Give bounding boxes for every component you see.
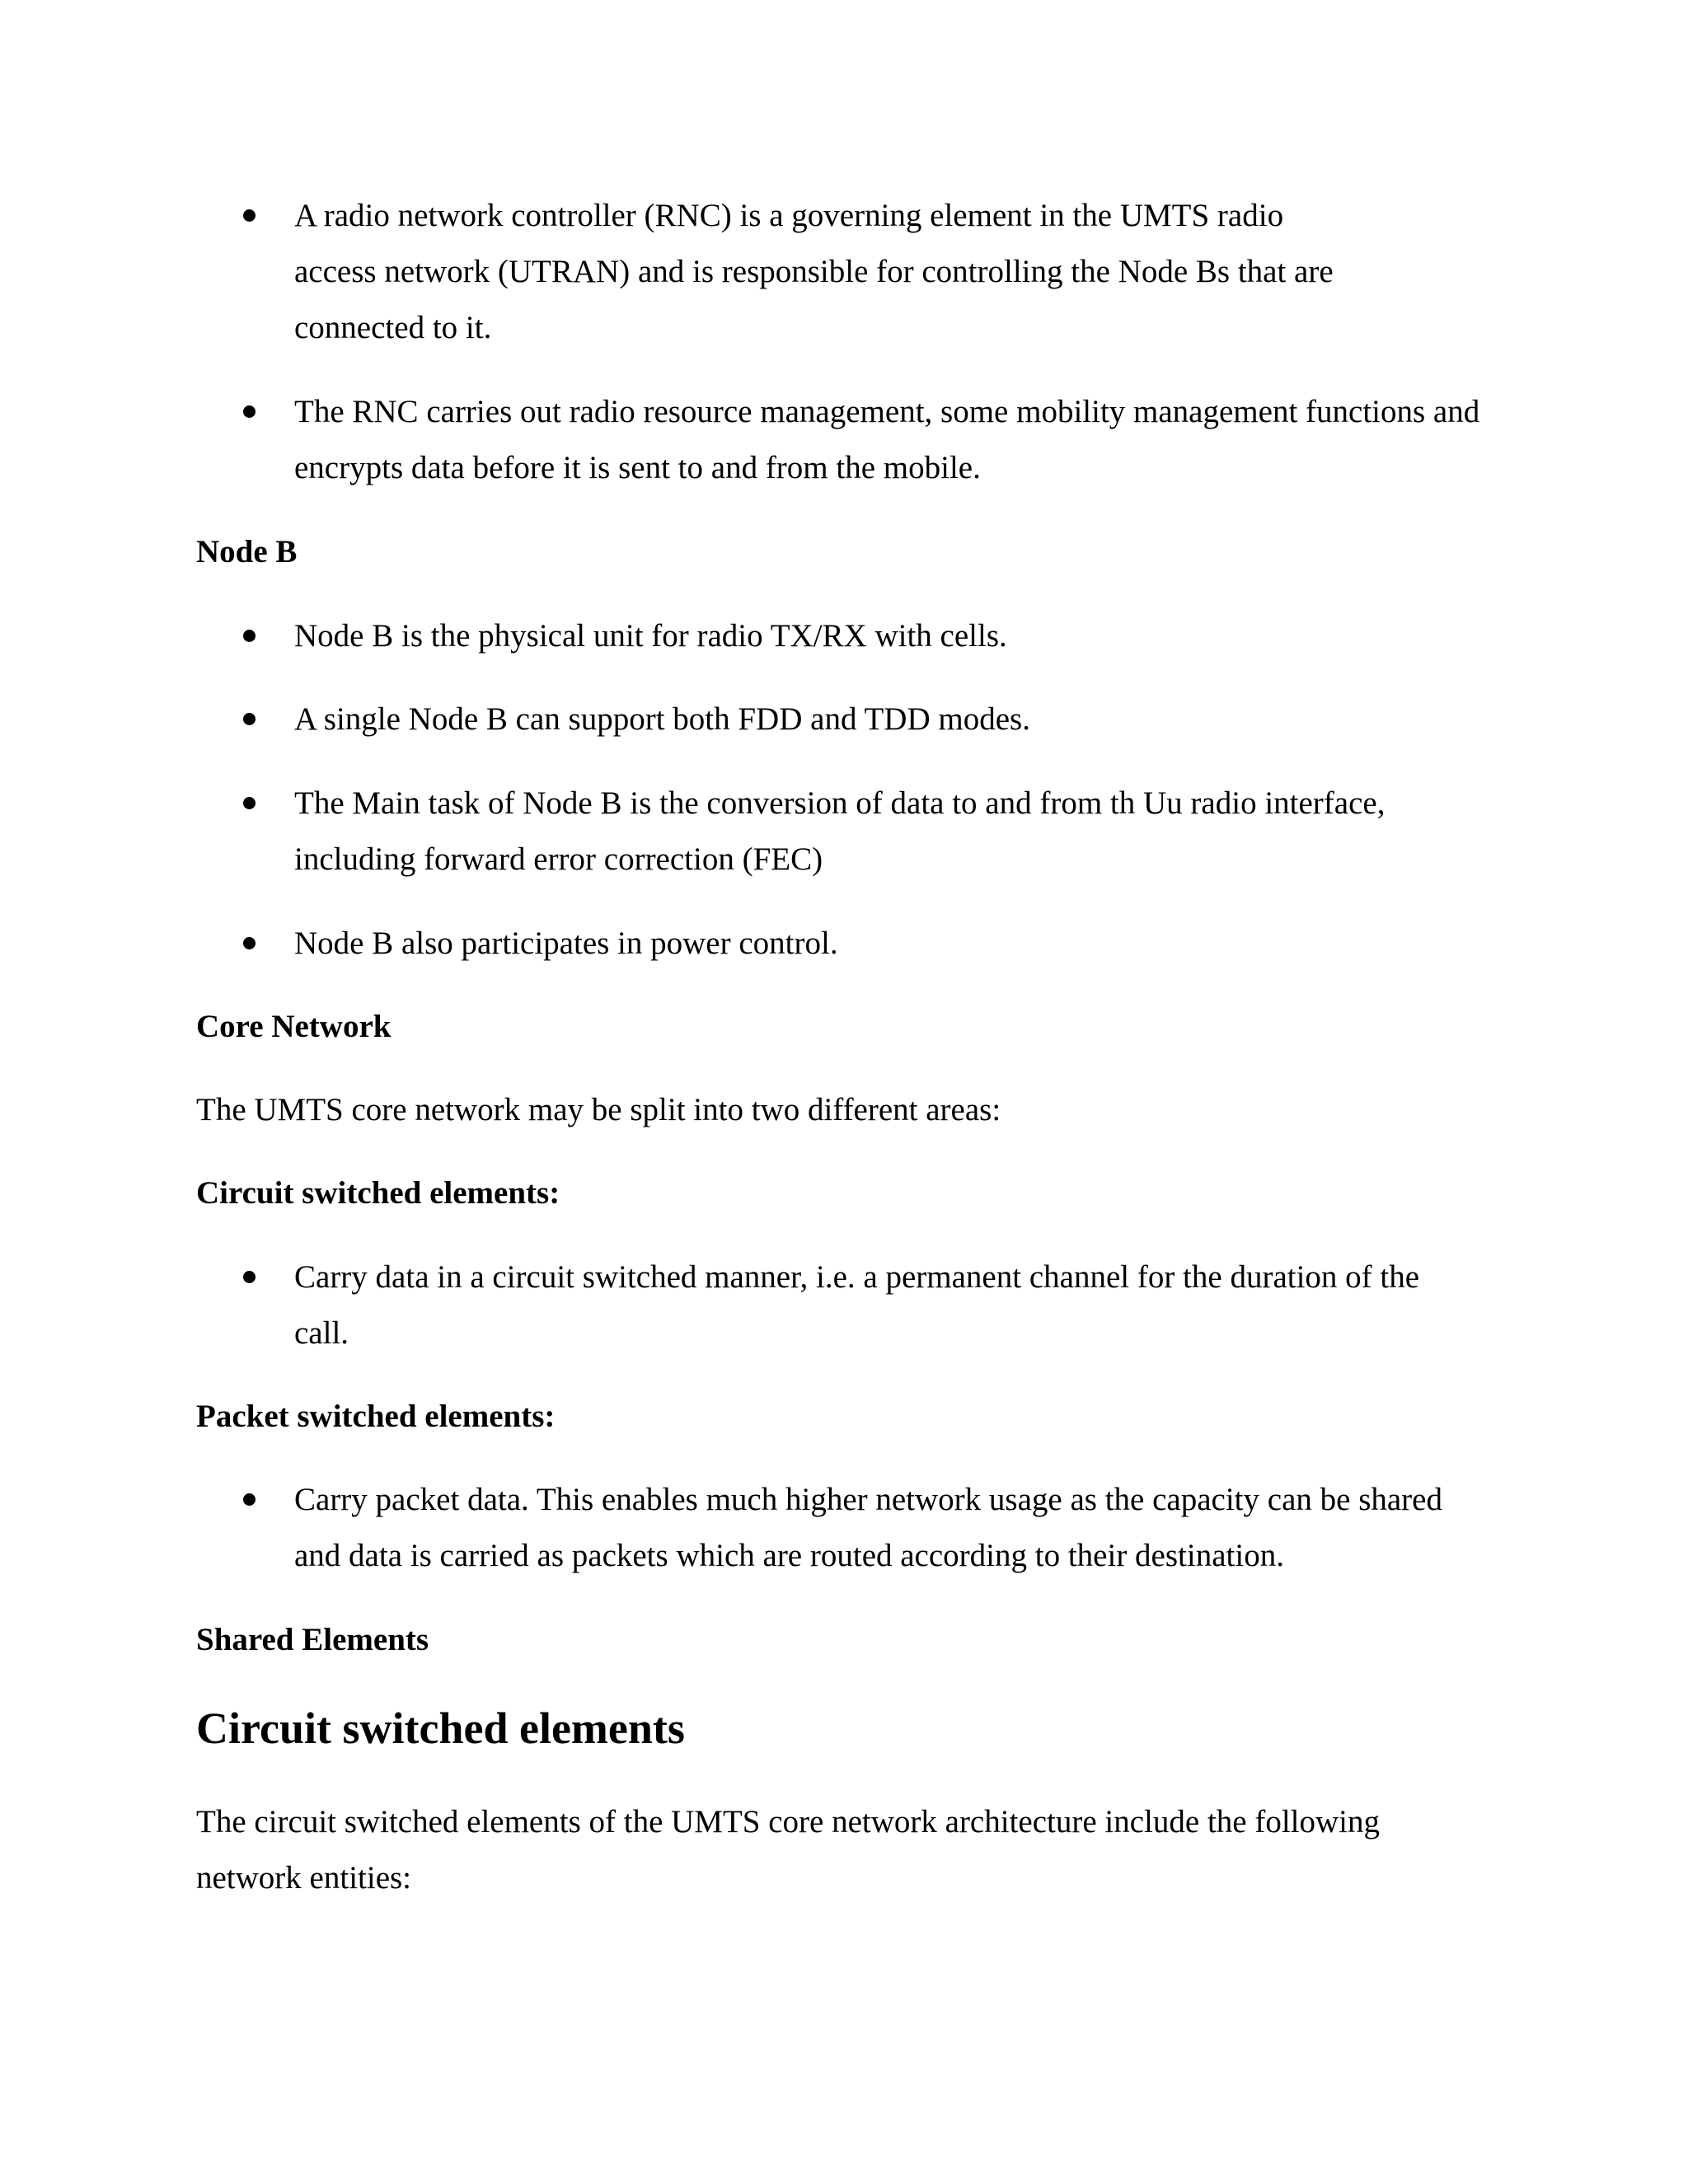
bullet-text: A single Node B can support both FDD and TDD modes. [294,701,1030,737]
packet-switched-heading: Packet switched elements: [196,1399,556,1434]
bullet-icon [243,797,256,809]
shared-elements-heading: Shared Elements [196,1622,429,1657]
list-item [294,608,1481,664]
bullet-text: A radio network controller (RNC) is a governing element in the UMTS radio access network (UTRAN) and is responsible for controlling the Node Bs that are connected to it. [294,198,1334,345]
section-title: Circuit switched elements [196,1704,685,1753]
bullet-icon [243,713,256,725]
bullet-text: The Main task of Node B is the conversion of data to and from th Uu radio interface, including forward error correction (FEC) [294,785,1386,877]
bullet-icon [243,1493,256,1506]
list-item [294,691,1481,748]
bullet-text: Carry data in a circuit switched manner, i.e. a permanent channel for the duration of the call. [294,1259,1420,1351]
bullet-text: Carry packet data. This enables much higher network usage as the capacity can be shared and data is carried as packets which are routed according to their destination. [294,1482,1442,1573]
bullet-text: Node B is the physical unit for radio TX/RX with cells. [294,618,1007,654]
list-item [294,916,1481,972]
bullet-icon [243,1271,256,1283]
bullet-icon [243,630,256,642]
node-b-heading: Node B [196,534,298,569]
list-item [294,776,1481,888]
bullet-text: Node B also participates in power control. [294,926,838,961]
section-paragraph: The circuit switched elements of the UMTS core network architecture include the following network entities: [196,1804,1381,1896]
list-item [294,384,1481,496]
bullet-icon [243,937,256,949]
bullet-icon [243,405,256,418]
list-item [294,1472,1481,1584]
core-network-intro: The UMTS core network may be split into two different areas: [196,1092,1001,1127]
list-item [294,1249,1481,1361]
list-item [294,188,1366,356]
bullet-icon [243,209,256,222]
bullet-text: The RNC carries out radio resource management, some mobility management functions and encrypts data before it is sent to and from the mobile. [294,394,1480,485]
core-network-heading: Core Network [196,1009,392,1044]
circuit-switched-heading: Circuit switched elements: [196,1175,560,1211]
